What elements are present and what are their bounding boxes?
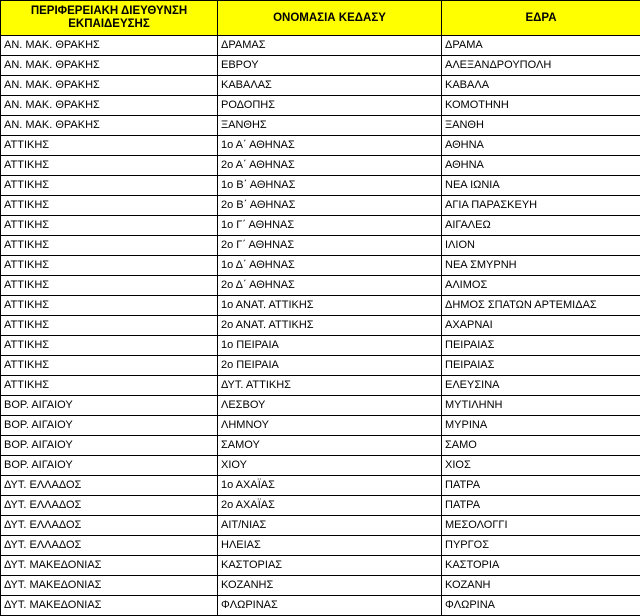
- table-row: [1, 96, 640, 116]
- cell-regional-directorate: ΒΟΡ. ΑΙΓΑΙΟΥ: [1, 396, 218, 416]
- table-row: [1, 36, 640, 56]
- cell-kedasy-name: 1ο Β΄ ΑΘΗΝΑΣ: [218, 176, 442, 196]
- cell-regional-directorate: ΒΟΡ. ΑΙΓΑΙΟΥ: [1, 436, 218, 456]
- cell-regional-directorate: ΑΤΤΙΚΗΣ: [1, 176, 218, 196]
- cell-kedasy-name: 1ο ΑΧΑΪΑΣ: [218, 476, 442, 496]
- table-row: [1, 516, 640, 536]
- cell-regional-directorate: ΔΥΤ. ΜΑΚΕΔΟΝΙΑΣ: [1, 596, 218, 616]
- table-row: [1, 136, 640, 156]
- cell-seat: ΑΘΗΝΑ: [442, 136, 640, 156]
- cell-regional-directorate: ΑΤΤΙΚΗΣ: [1, 316, 218, 336]
- cell-seat: ΦΛΩΡΙΝΑ: [442, 596, 640, 616]
- cell-seat: ΠΑΤΡΑ: [442, 476, 640, 496]
- cell-seat: ΑΓΙΑ ΠΑΡΑΣΚΕΥΗ: [442, 196, 640, 216]
- cell-regional-directorate: ΒΟΡ. ΑΙΓΑΙΟΥ: [1, 456, 218, 476]
- cell-seat: ΝΕΑ ΣΜΥΡΝΗ: [442, 256, 640, 276]
- cell-regional-directorate: ΑΤΤΙΚΗΣ: [1, 356, 218, 376]
- cell-seat: ΑΙΓΑΛΕΩ: [442, 216, 640, 236]
- table-row: [1, 536, 640, 556]
- cell-kedasy-name: 1ο ΑΝΑΤ. ΑΤΤΙΚΗΣ: [218, 296, 442, 316]
- table-row: [1, 56, 640, 76]
- cell-regional-directorate: ΑΝ. ΜΑΚ. ΘΡΑΚΗΣ: [1, 76, 218, 96]
- header-seat: ΕΔΡΑ: [442, 1, 640, 36]
- cell-kedasy-name: 1ο Γ΄ ΑΘΗΝΑΣ: [218, 216, 442, 236]
- cell-regional-directorate: ΑΤΤΙΚΗΣ: [1, 256, 218, 276]
- cell-kedasy-name: ΣΑΜΟΥ: [218, 436, 442, 456]
- header-row: [1, 1, 640, 36]
- cell-regional-directorate: ΑΤΤΙΚΗΣ: [1, 336, 218, 356]
- table-row: [1, 596, 640, 616]
- cell-kedasy-name: ΡΟΔΟΠΗΣ: [218, 96, 442, 116]
- cell-kedasy-name: 2ο Δ΄ ΑΘΗΝΑΣ: [218, 276, 442, 296]
- cell-kedasy-name: 1ο ΠΕΙΡΑΙΑ: [218, 336, 442, 356]
- cell-seat: ΑΧΑΡΝΑΙ: [442, 316, 640, 336]
- cell-regional-directorate: ΑΤΤΙΚΗΣ: [1, 236, 218, 256]
- cell-regional-directorate: ΒΟΡ. ΑΙΓΑΙΟΥ: [1, 416, 218, 436]
- cell-regional-directorate: ΑΤΤΙΚΗΣ: [1, 216, 218, 236]
- table-row: [1, 76, 640, 96]
- cell-regional-directorate: ΑΤΤΙΚΗΣ: [1, 296, 218, 316]
- cell-kedasy-name: 2ο ΑΝΑΤ. ΑΤΤΙΚΗΣ: [218, 316, 442, 336]
- table-row: [1, 116, 640, 136]
- table-row: [1, 296, 640, 316]
- cell-regional-directorate: ΔΥΤ. ΜΑΚΕΔΟΝΙΑΣ: [1, 556, 218, 576]
- table-row: [1, 576, 640, 596]
- table-row: [1, 196, 640, 216]
- cell-kedasy-name: ΧΙΟΥ: [218, 456, 442, 476]
- cell-regional-directorate: ΑΤΤΙΚΗΣ: [1, 376, 218, 396]
- table-row: [1, 456, 640, 476]
- table-row: [1, 476, 640, 496]
- table-row: [1, 336, 640, 356]
- cell-regional-directorate: ΑΤΤΙΚΗΣ: [1, 276, 218, 296]
- cell-seat: ΑΛΕΞΑΝΔΡΟΥΠΟΛΗ: [442, 56, 640, 76]
- cell-kedasy-name: 2ο Α΄ ΑΘΗΝΑΣ: [218, 156, 442, 176]
- cell-regional-directorate: ΑΝ. ΜΑΚ. ΘΡΑΚΗΣ: [1, 56, 218, 76]
- cell-kedasy-name: 1ο Α΄ ΑΘΗΝΑΣ: [218, 136, 442, 156]
- cell-regional-directorate: ΑΝ. ΜΑΚ. ΘΡΑΚΗΣ: [1, 36, 218, 56]
- table-row: [1, 316, 640, 336]
- cell-seat: ΠΕΙΡΑΙΑΣ: [442, 356, 640, 376]
- cell-seat: ΔΡΑΜΑ: [442, 36, 640, 56]
- cell-kedasy-name: ΔΡΑΜΑΣ: [218, 36, 442, 56]
- table-row: [1, 236, 640, 256]
- cell-kedasy-name: ΕΒΡΟΥ: [218, 56, 442, 76]
- cell-kedasy-name: ΗΛΕΙΑΣ: [218, 536, 442, 556]
- cell-kedasy-name: ΛΗΜΝΟΥ: [218, 416, 442, 436]
- cell-regional-directorate: ΔΥΤ. ΕΛΛΑΔΟΣ: [1, 476, 218, 496]
- cell-regional-directorate: ΑΝ. ΜΑΚ. ΘΡΑΚΗΣ: [1, 96, 218, 116]
- cell-regional-directorate: ΔΥΤ. ΜΑΚΕΔΟΝΙΑΣ: [1, 576, 218, 596]
- cell-kedasy-name: ΚΑΒΑΛΑΣ: [218, 76, 442, 96]
- cell-seat: ΠΕΙΡΑΙΑΣ: [442, 336, 640, 356]
- cell-seat: ΑΛΙΜΟΣ: [442, 276, 640, 296]
- cell-regional-directorate: ΑΤΤΙΚΗΣ: [1, 136, 218, 156]
- cell-seat: ΕΛΕΥΣΙΝΑ: [442, 376, 640, 396]
- cell-kedasy-name: ΑΙΤ/ΝΙΑΣ: [218, 516, 442, 536]
- cell-seat: ΜΥΡΙΝΑ: [442, 416, 640, 436]
- cell-regional-directorate: ΑΤΤΙΚΗΣ: [1, 156, 218, 176]
- table-row: [1, 396, 640, 416]
- cell-kedasy-name: 2ο Γ΄ ΑΘΗΝΑΣ: [218, 236, 442, 256]
- cell-kedasy-name: ΛΕΣΒΟΥ: [218, 396, 442, 416]
- cell-kedasy-name: ΚΟΖΑΝΗΣ: [218, 576, 442, 596]
- cell-seat: ΑΘΗΝΑ: [442, 156, 640, 176]
- cell-kedasy-name: ΦΛΩΡΙΝΑΣ: [218, 596, 442, 616]
- cell-regional-directorate: ΑΤΤΙΚΗΣ: [1, 196, 218, 216]
- table-header: [1, 1, 640, 36]
- table-row: [1, 556, 640, 576]
- cell-seat: ΠΑΤΡΑ: [442, 496, 640, 516]
- cell-regional-directorate: ΔΥΤ. ΕΛΛΑΔΟΣ: [1, 496, 218, 516]
- table-row: [1, 376, 640, 396]
- cell-seat: ΜΕΣΟΛΟΓΓΙ: [442, 516, 640, 536]
- cell-seat: ΞΑΝΘΗ: [442, 116, 640, 136]
- table-row: [1, 416, 640, 436]
- cell-seat: ΚΟΖΑΝΗ: [442, 576, 640, 596]
- table-row: [1, 256, 640, 276]
- cell-seat: ΔΗΜΟΣ ΣΠΑΤΩΝ ΑΡΤΕΜΙΔΑΣ: [442, 296, 640, 316]
- table-row: [1, 176, 640, 196]
- cell-seat: ΜΥΤΙΛΗΝΗ: [442, 396, 640, 416]
- cell-kedasy-name: 2ο Β΄ ΑΘΗΝΑΣ: [218, 196, 442, 216]
- cell-seat: ΚΑΒΑΛΑ: [442, 76, 640, 96]
- cell-kedasy-name: ΔΥΤ. ΑΤΤΙΚΗΣ: [218, 376, 442, 396]
- table-row: [1, 216, 640, 236]
- cell-seat: ΚΟΜΟΤΗΝΗ: [442, 96, 640, 116]
- cell-seat: ΙΛΙΟΝ: [442, 236, 640, 256]
- table-row: [1, 436, 640, 456]
- table-row: [1, 276, 640, 296]
- cell-seat: ΧΙΟΣ: [442, 456, 640, 476]
- table-row: [1, 356, 640, 376]
- cell-kedasy-name: ΚΑΣΤΟΡΙΑΣ: [218, 556, 442, 576]
- table-row: [1, 496, 640, 516]
- cell-seat: ΣΑΜΟ: [442, 436, 640, 456]
- cell-kedasy-name: ΞΑΝΘΗΣ: [218, 116, 442, 136]
- cell-kedasy-name: 1ο Δ΄ ΑΘΗΝΑΣ: [218, 256, 442, 276]
- header-regional-directorate: ΠΕΡΙΦΕΡΕΙΑΚΗ ΔΙΕΥΘΥΝΣΗ ΕΚΠΑΙΔΕΥΣΗΣ: [1, 1, 218, 36]
- cell-seat: ΠΥΡΓΟΣ: [442, 536, 640, 556]
- cell-regional-directorate: ΔΥΤ. ΕΛΛΑΔΟΣ: [1, 536, 218, 556]
- header-kedasy-name: ΟΝΟΜΑΣΙΑ ΚΕΔΑΣΥ: [218, 1, 442, 36]
- table-row: [1, 156, 640, 176]
- cell-kedasy-name: 2ο ΑΧΑΪΑΣ: [218, 496, 442, 516]
- cell-regional-directorate: ΔΥΤ. ΕΛΛΑΔΟΣ: [1, 516, 218, 536]
- table-body: [1, 36, 640, 616]
- cell-regional-directorate: ΑΝ. ΜΑΚ. ΘΡΑΚΗΣ: [1, 116, 218, 136]
- cell-kedasy-name: 2ο ΠΕΙΡΑΙΑ: [218, 356, 442, 376]
- cell-seat: ΝΕΑ ΙΩΝΙΑ: [442, 176, 640, 196]
- cell-seat: ΚΑΣΤΟΡΙΑ: [442, 556, 640, 576]
